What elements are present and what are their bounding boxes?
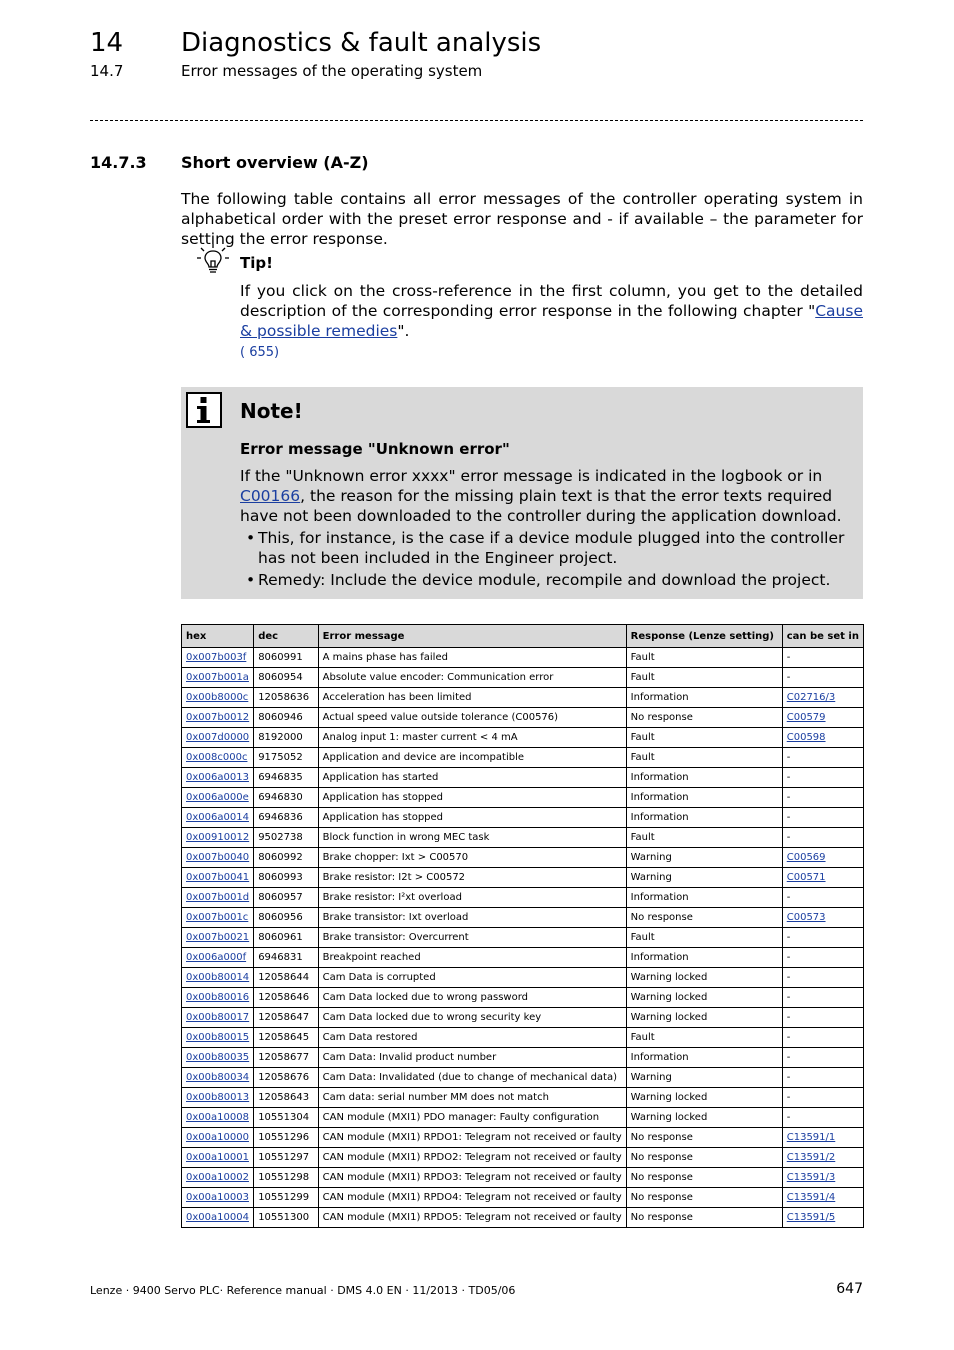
error-message-cell: Actual speed value outside tolerance (C00576) xyxy=(318,708,626,728)
tip-text-before: If you click on the cross-reference in the first column, you get to the detailed description of the corresponding error response in the following chapter " xyxy=(240,282,863,320)
hex-link[interactable]: 0x007b001c xyxy=(186,912,249,923)
error-message-cell: Cam data: serial number MM does not match xyxy=(318,1088,626,1108)
response-cell: Fault xyxy=(626,748,782,768)
table-row xyxy=(182,768,864,788)
error-message-cell: CAN module (MXI1) RPDO1: Telegram not received or faulty xyxy=(318,1128,626,1148)
can-be-set-in-cell xyxy=(782,1188,863,1208)
can-be-set-in-cell: - xyxy=(782,648,863,668)
can-be-set-in-cell xyxy=(782,1208,863,1228)
hex-cell xyxy=(182,1028,254,1048)
tip-label: Tip! xyxy=(240,254,273,272)
can-be-set-in-cell xyxy=(782,1128,863,1148)
dec-cell: 8060946 xyxy=(254,708,318,728)
hex-link[interactable]: 0x007b001d xyxy=(186,892,250,903)
dec-cell: 10551296 xyxy=(254,1128,318,1148)
parameter-link[interactable]: C13591/4 xyxy=(786,1192,836,1203)
parameter-link[interactable]: C00598 xyxy=(786,732,826,743)
hex-cell xyxy=(182,968,254,988)
error-message-cell: Acceleration has been limited xyxy=(318,688,626,708)
hex-cell xyxy=(182,1088,254,1108)
note-box xyxy=(181,387,863,599)
dec-cell: 12058677 xyxy=(254,1048,318,1068)
response-cell: Warning xyxy=(626,868,782,888)
hex-cell xyxy=(182,1048,254,1068)
error-message-cell: Cam Data restored xyxy=(318,1028,626,1048)
hex-link[interactable]: 0x007d0000 xyxy=(186,732,250,743)
table-row xyxy=(182,728,864,748)
response-cell: Information xyxy=(626,808,782,828)
error-message-cell: Brake resistor: I2t > C00572 xyxy=(318,868,626,888)
error-message-cell: CAN module (MXI1) RPDO3: Telegram not received or faulty xyxy=(318,1168,626,1188)
hex-cell xyxy=(182,948,254,968)
parameter-link[interactable]: C00571 xyxy=(786,872,826,883)
hex-cell xyxy=(182,808,254,828)
dec-cell: 12058647 xyxy=(254,1008,318,1028)
error-table xyxy=(181,624,864,1228)
response-cell: Information xyxy=(626,788,782,808)
hex-cell xyxy=(182,748,254,768)
parameter-link[interactable]: C00573 xyxy=(786,912,826,923)
hex-cell xyxy=(182,988,254,1008)
hex-link[interactable]: 0x007b0041 xyxy=(186,872,250,883)
hex-link[interactable]: 0x00a10004 xyxy=(186,1212,249,1223)
column-header-hex: hex xyxy=(182,625,254,648)
section-title: Error messages of the operating system xyxy=(181,62,483,80)
can-be-set-in-cell: - xyxy=(782,668,863,688)
hex-link[interactable]: 0x00b8000c xyxy=(186,692,249,703)
dec-cell: 12058645 xyxy=(254,1028,318,1048)
hex-cell xyxy=(182,848,254,868)
hex-cell xyxy=(182,688,254,708)
table-body xyxy=(182,648,864,1228)
error-message-cell: Block function in wrong MEC task xyxy=(318,828,626,848)
table-row xyxy=(182,688,864,708)
can-be-set-in-cell: - xyxy=(782,968,863,988)
response-cell: Fault xyxy=(626,668,782,688)
c00166-link[interactable]: C00166 xyxy=(240,487,301,505)
hex-link[interactable]: 0x007b0040 xyxy=(186,852,250,863)
error-message-cell: CAN module (MXI1) RPDO5: Telegram not received or faulty xyxy=(318,1208,626,1228)
response-cell: No response xyxy=(626,1128,782,1148)
can-be-set-in-cell: - xyxy=(782,768,863,788)
table-row xyxy=(182,1148,864,1168)
table-row xyxy=(182,1048,864,1068)
response-cell: Information xyxy=(626,1048,782,1068)
hex-link[interactable]: 0x00a10003 xyxy=(186,1192,249,1203)
can-be-set-in-cell: - xyxy=(782,808,863,828)
hex-link[interactable]: 0x00b80034 xyxy=(186,1072,250,1083)
response-cell: No response xyxy=(626,1168,782,1188)
hex-cell xyxy=(182,708,254,728)
bullet-icon: • xyxy=(246,571,256,589)
note-body-before: If the "Unknown error xxxx" error message is indicated in the logbook or in xyxy=(240,467,823,485)
hex-link[interactable]: 0x007b001a xyxy=(186,672,249,683)
tip-text xyxy=(240,281,863,363)
dec-cell: 8060954 xyxy=(254,668,318,688)
response-cell: Information xyxy=(626,688,782,708)
response-cell: No response xyxy=(626,908,782,928)
table-row xyxy=(182,868,864,888)
error-message-cell: Brake chopper: Ixt > C00570 xyxy=(318,848,626,868)
dec-cell: 6946836 xyxy=(254,808,318,828)
can-be-set-in-cell: - xyxy=(782,748,863,768)
section-number: 14.7 xyxy=(90,62,124,80)
error-message-cell: Brake transistor: Overcurrent xyxy=(318,928,626,948)
note-bullet xyxy=(240,570,855,590)
hex-link[interactable]: 0x00910012 xyxy=(186,832,250,843)
dec-cell: 8060992 xyxy=(254,848,318,868)
dec-cell: 10551300 xyxy=(254,1208,318,1228)
hex-link[interactable]: 0x00b80013 xyxy=(186,1092,250,1103)
response-cell: Fault xyxy=(626,928,782,948)
hex-cell xyxy=(182,928,254,948)
hex-cell xyxy=(182,908,254,928)
column-header-can-be-set-in: can be set in xyxy=(782,625,863,648)
table-row xyxy=(182,808,864,828)
can-be-set-in-cell: - xyxy=(782,1068,863,1088)
chapter-number: 14 xyxy=(90,28,124,58)
hex-cell xyxy=(182,728,254,748)
parameter-link[interactable]: C13591/1 xyxy=(786,1132,836,1143)
dec-cell: 10551299 xyxy=(254,1188,318,1208)
hex-cell xyxy=(182,1208,254,1228)
can-be-set-in-cell: - xyxy=(782,948,863,968)
dec-cell: 8060956 xyxy=(254,908,318,928)
table-row xyxy=(182,1108,864,1128)
response-cell: No response xyxy=(626,1188,782,1208)
hex-link[interactable]: 0x007b0012 xyxy=(186,712,250,723)
response-cell: Warning locked xyxy=(626,1108,782,1128)
parameter-link[interactable]: C00579 xyxy=(786,712,826,723)
hex-cell xyxy=(182,788,254,808)
response-cell: Fault xyxy=(626,1028,782,1048)
response-cell: Warning xyxy=(626,1068,782,1088)
can-be-set-in-cell: - xyxy=(782,1028,863,1048)
response-cell: Information xyxy=(626,768,782,788)
can-be-set-in-cell: - xyxy=(782,828,863,848)
table-row xyxy=(182,1028,864,1048)
note-title: Note! xyxy=(240,399,303,423)
bullet-icon: • xyxy=(246,529,256,547)
response-cell: Fault xyxy=(626,648,782,668)
dec-cell: 8060993 xyxy=(254,868,318,888)
error-message-cell: Application has stopped xyxy=(318,808,626,828)
hex-link[interactable]: 0x007b003f xyxy=(186,652,247,663)
parameter-link[interactable]: C13591/2 xyxy=(786,1152,836,1163)
hex-link[interactable]: 0x007b0021 xyxy=(186,932,250,943)
response-cell: Warning locked xyxy=(626,968,782,988)
dec-cell: 10551298 xyxy=(254,1168,318,1188)
parameter-link[interactable]: C13591/3 xyxy=(786,1172,836,1183)
header-divider xyxy=(90,120,863,121)
error-message-cell: Cam Data: Invalidated (due to change of mechanical data) xyxy=(318,1068,626,1088)
table-row xyxy=(182,748,864,768)
hex-cell xyxy=(182,1188,254,1208)
dec-cell: 8192000 xyxy=(254,728,318,748)
error-message-cell: CAN module (MXI1) RPDO4: Telegram not received or faulty xyxy=(318,1188,626,1208)
chapter-title: Diagnostics & fault analysis xyxy=(181,28,542,58)
hex-link[interactable]: 0x006a0014 xyxy=(186,812,249,823)
parameter-link[interactable]: C00569 xyxy=(786,852,826,863)
dec-cell: 8060991 xyxy=(254,648,318,668)
note-bullet-text: This, for instance, is the case if a device module plugged into the controller has not been included in the Engineer project. xyxy=(258,529,845,567)
table-row xyxy=(182,1188,864,1208)
response-cell: No response xyxy=(626,1148,782,1168)
column-header-dec: dec xyxy=(254,625,318,648)
column-header-error-message: Error message xyxy=(318,625,626,648)
response-cell: Warning locked xyxy=(626,1088,782,1108)
hex-link[interactable]: 0x00a10000 xyxy=(186,1132,249,1143)
dec-cell: 9502738 xyxy=(254,828,318,848)
hex-cell xyxy=(182,1148,254,1168)
dec-cell: 12058646 xyxy=(254,988,318,1008)
intro-paragraph: The following table contains all error messages of the controller operating system in alphabetical order with the preset error response and - if available – the parameter for setting the error response. xyxy=(181,190,863,248)
table-row xyxy=(182,948,864,968)
can-be-set-in-cell: - xyxy=(782,988,863,1008)
page-number: 647 xyxy=(836,1281,863,1297)
can-be-set-in-cell xyxy=(782,868,863,888)
can-be-set-in-cell: - xyxy=(782,1008,863,1028)
can-be-set-in-cell: - xyxy=(782,1048,863,1068)
hex-link[interactable]: 0x008c000c xyxy=(186,752,248,763)
can-be-set-in-cell xyxy=(782,908,863,928)
parameter-link[interactable]: C02716/3 xyxy=(786,692,836,703)
response-cell: Fault xyxy=(626,728,782,748)
error-message-cell: Cam Data locked due to wrong password xyxy=(318,988,626,1008)
info-icon xyxy=(186,392,222,428)
response-cell: Fault xyxy=(626,828,782,848)
dec-cell: 10551304 xyxy=(254,1108,318,1128)
cause-remedies-link[interactable]: Cause & possible remedies xyxy=(240,302,863,340)
hex-cell xyxy=(182,768,254,788)
error-message-cell: Cam Data: Invalid product number xyxy=(318,1048,626,1068)
error-message-cell: Application has started xyxy=(318,768,626,788)
note-bullet xyxy=(240,528,855,568)
error-message-cell: CAN module (MXI1) PDO manager: Faulty configuration xyxy=(318,1108,626,1128)
response-cell: No response xyxy=(626,708,782,728)
can-be-set-in-cell: - xyxy=(782,888,863,908)
tip-text-after: ". xyxy=(397,322,410,340)
table-row xyxy=(182,668,864,688)
can-be-set-in-cell xyxy=(782,708,863,728)
dec-cell: 9175052 xyxy=(254,748,318,768)
table-row xyxy=(182,1088,864,1108)
hex-link[interactable]: 0x00b80017 xyxy=(186,1012,250,1023)
lightbulb-icon xyxy=(196,243,230,277)
tip-page-ref[interactable]: ( 655) xyxy=(240,345,280,360)
table-row xyxy=(182,828,864,848)
hex-link[interactable]: 0x006a0013 xyxy=(186,772,249,783)
can-be-set-in-cell: - xyxy=(782,928,863,948)
can-be-set-in-cell: - xyxy=(782,788,863,808)
hex-link[interactable]: 0x006a000f xyxy=(186,952,247,963)
table-row xyxy=(182,1128,864,1148)
hex-link[interactable]: 0x006a000e xyxy=(186,792,249,803)
hex-cell xyxy=(182,868,254,888)
table-row xyxy=(182,1068,864,1088)
dec-cell: 6946830 xyxy=(254,788,318,808)
table-row xyxy=(182,708,864,728)
hex-cell xyxy=(182,1128,254,1148)
hex-link[interactable]: 0x00b80016 xyxy=(186,992,250,1003)
dec-cell: 6946835 xyxy=(254,768,318,788)
can-be-set-in-cell xyxy=(782,1168,863,1188)
can-be-set-in-cell xyxy=(782,848,863,868)
dec-cell: 12058636 xyxy=(254,688,318,708)
response-cell: Warning locked xyxy=(626,988,782,1008)
table-row xyxy=(182,1168,864,1188)
note-heading: Error message "Unknown error" xyxy=(240,440,510,458)
table-row xyxy=(182,888,864,908)
error-message-cell: Brake resistor: I²xt overload xyxy=(318,888,626,908)
error-message-cell: Cam Data is corrupted xyxy=(318,968,626,988)
hex-cell xyxy=(182,1008,254,1028)
note-body-after: , the reason for the missing plain text is that the error texts required have not been downloaded to the controller during the application download. xyxy=(240,487,842,525)
hex-cell xyxy=(182,1108,254,1128)
note-bullet-text: Remedy: Include the device module, recompile and download the project. xyxy=(258,571,831,589)
table-row xyxy=(182,968,864,988)
hex-link[interactable]: 0x00a10001 xyxy=(186,1152,249,1163)
dec-cell: 12058643 xyxy=(254,1088,318,1108)
error-message-cell: Analog input 1: master current < 4 mA xyxy=(318,728,626,748)
table-row xyxy=(182,928,864,948)
can-be-set-in-cell xyxy=(782,728,863,748)
dec-cell: 8060957 xyxy=(254,888,318,908)
hex-cell xyxy=(182,648,254,668)
hex-link[interactable]: 0x00b80014 xyxy=(186,972,250,983)
parameter-link[interactable]: C13591/5 xyxy=(786,1212,836,1223)
hex-cell xyxy=(182,1168,254,1188)
hex-link[interactable]: 0x00a10008 xyxy=(186,1112,249,1123)
table-row xyxy=(182,1008,864,1028)
can-be-set-in-cell xyxy=(782,1148,863,1168)
dec-cell: 6946831 xyxy=(254,948,318,968)
error-message-cell: Breakpoint reached xyxy=(318,948,626,968)
hex-cell xyxy=(182,888,254,908)
response-cell: Warning xyxy=(626,848,782,868)
table-row xyxy=(182,988,864,1008)
table-row xyxy=(182,788,864,808)
table-row xyxy=(182,648,864,668)
footer-text: Lenze · 9400 Servo PLC· Reference manual · DMS 4.0 EN · 11/2013 · TD05/06 xyxy=(90,1284,516,1297)
table-row xyxy=(182,1208,864,1228)
response-cell: Warning locked xyxy=(626,1008,782,1028)
subsection-number: 14.7.3 xyxy=(90,153,147,172)
subsection-title: Short overview (A-Z) xyxy=(181,153,369,172)
error-message-cell: Absolute value encoder: Communication error xyxy=(318,668,626,688)
table-header-row xyxy=(182,625,864,648)
can-be-set-in-cell xyxy=(782,688,863,708)
dec-cell: 12058676 xyxy=(254,1068,318,1088)
response-cell: Information xyxy=(626,888,782,908)
response-cell: Information xyxy=(626,948,782,968)
dec-cell: 12058644 xyxy=(254,968,318,988)
column-header-response: Response (Lenze setting) xyxy=(626,625,782,648)
can-be-set-in-cell: - xyxy=(782,1088,863,1108)
error-message-cell: A mains phase has failed xyxy=(318,648,626,668)
dec-cell: 10551297 xyxy=(254,1148,318,1168)
hex-cell xyxy=(182,828,254,848)
table-row xyxy=(182,848,864,868)
can-be-set-in-cell: - xyxy=(782,1108,863,1128)
note-body xyxy=(240,466,855,526)
error-message-cell: Cam Data locked due to wrong security key xyxy=(318,1008,626,1028)
hex-link[interactable]: 0x00b80035 xyxy=(186,1052,250,1063)
hex-link[interactable]: 0x00b80015 xyxy=(186,1032,250,1043)
error-message-cell: Application has stopped xyxy=(318,788,626,808)
response-cell: No response xyxy=(626,1208,782,1228)
hex-cell xyxy=(182,668,254,688)
error-message-cell: CAN module (MXI1) RPDO2: Telegram not received or faulty xyxy=(318,1148,626,1168)
hex-cell xyxy=(182,1068,254,1088)
dec-cell: 8060961 xyxy=(254,928,318,948)
error-message-cell: Brake transistor: Ixt overload xyxy=(318,908,626,928)
error-message-cell: Application and device are incompatible xyxy=(318,748,626,768)
table-row xyxy=(182,908,864,928)
hex-link[interactable]: 0x00a10002 xyxy=(186,1172,249,1183)
